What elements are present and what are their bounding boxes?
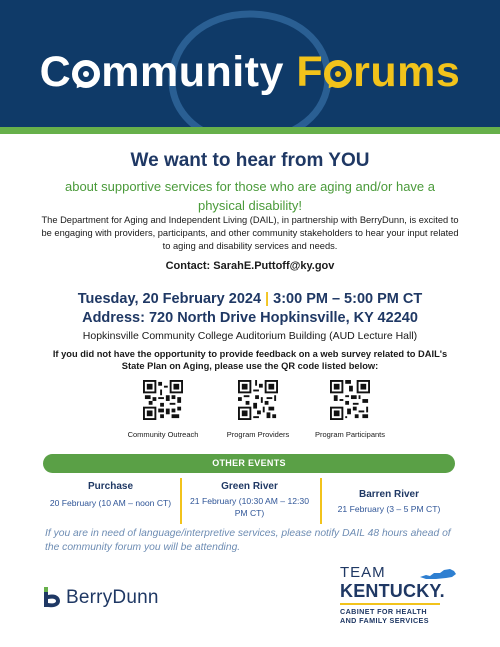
chat-bubble-icon — [72, 60, 100, 88]
team-kentucky-team: TEAM — [340, 564, 386, 581]
berrydunn-mark-icon — [42, 586, 62, 610]
qr-label-program-participants: Program Participants — [314, 430, 386, 439]
headline: We want to hear from YOU — [130, 150, 370, 171]
date-time-separator: | — [265, 291, 270, 307]
event-purchase — [48, 481, 173, 509]
header-banner — [0, 0, 500, 127]
chat-bubble-icon — [324, 60, 352, 88]
event-name: Purchase — [87, 481, 134, 492]
event-barren-river — [325, 489, 453, 515]
qr-code-community-outreach[interactable] — [143, 380, 183, 420]
event-divider — [320, 478, 322, 524]
event-when: 21 February (3 – 5 PM CT) — [337, 504, 441, 514]
event-building: Hopkinsville Community College Auditorium Building (AUD Lecture Hall) — [82, 330, 418, 342]
title-forums-f: F — [296, 48, 324, 96]
team-kentucky-kentucky: KENTUCKY. — [340, 581, 445, 601]
qr-code-program-providers[interactable] — [238, 380, 278, 420]
subheadline: about supportive services for those who are aging and/or have a physical disability! — [64, 179, 435, 213]
green-divider-band — [0, 127, 500, 134]
berrydunn-logo — [42, 586, 159, 610]
team-kentucky-logo — [340, 565, 465, 625]
event-date-time — [0, 291, 500, 307]
event-name: Green River — [221, 481, 278, 492]
kentucky-state-icon — [418, 567, 458, 581]
qr-intro-text: If you did not have the opportunity to provide feedback on a web survey related to DAIL's State Plan on Aging, please use the QR code listed below: — [52, 349, 448, 371]
team-kentucky-rule — [340, 603, 440, 605]
title-forums — [296, 48, 460, 96]
event-name: Barren River — [358, 489, 420, 500]
other-events-heading: OTHER EVENTS — [43, 454, 455, 473]
title-community — [40, 48, 284, 96]
title-community-c: C — [39, 48, 72, 96]
berrydunn-wordmark: BerryDunn — [66, 587, 159, 608]
intro-paragraph: The Department for Aging and Independent Living (DAIL), in partnership with BerryDunn, is excited to be engaging with providers, participants, and other community stakeholders to hear your input related to aging and disability services and needs. — [41, 215, 459, 251]
qr-label-program-providers: Program Providers — [226, 430, 290, 439]
event-when: 20 February (10 AM – noon CT) — [49, 498, 172, 508]
event-address: Address: 720 North Drive Hopkinsville, KY 42240 — [82, 310, 418, 326]
qr-label-community-outreach: Community Outreach — [127, 430, 199, 439]
contact-line[interactable]: Contact: SarahE.Puttoff@ky.gov — [165, 260, 335, 272]
page-title — [0, 47, 500, 97]
qr-code-program-participants[interactable] — [330, 380, 370, 420]
event-time: 3:00 PM – 5:00 PM CT — [273, 291, 423, 307]
event-divider — [180, 478, 182, 524]
event-green-river — [187, 481, 312, 519]
cabinet-line-1: CABINET FOR HEALTH — [340, 607, 427, 616]
event-when: 21 February (10:30 AM – 12:30 PM CT) — [190, 496, 309, 518]
cabinet-line-2: AND FAMILY SERVICES — [340, 616, 429, 625]
event-date: Tuesday, 20 February 2024 — [77, 291, 262, 307]
language-services-notice: If you are in need of language/interpretive services, please notify DAIL 48 hours ahead of the community forum you will be attending. — [45, 528, 451, 553]
title-forums-rest: rums — [353, 48, 461, 96]
title-community-rest: mmunity — [101, 48, 284, 96]
